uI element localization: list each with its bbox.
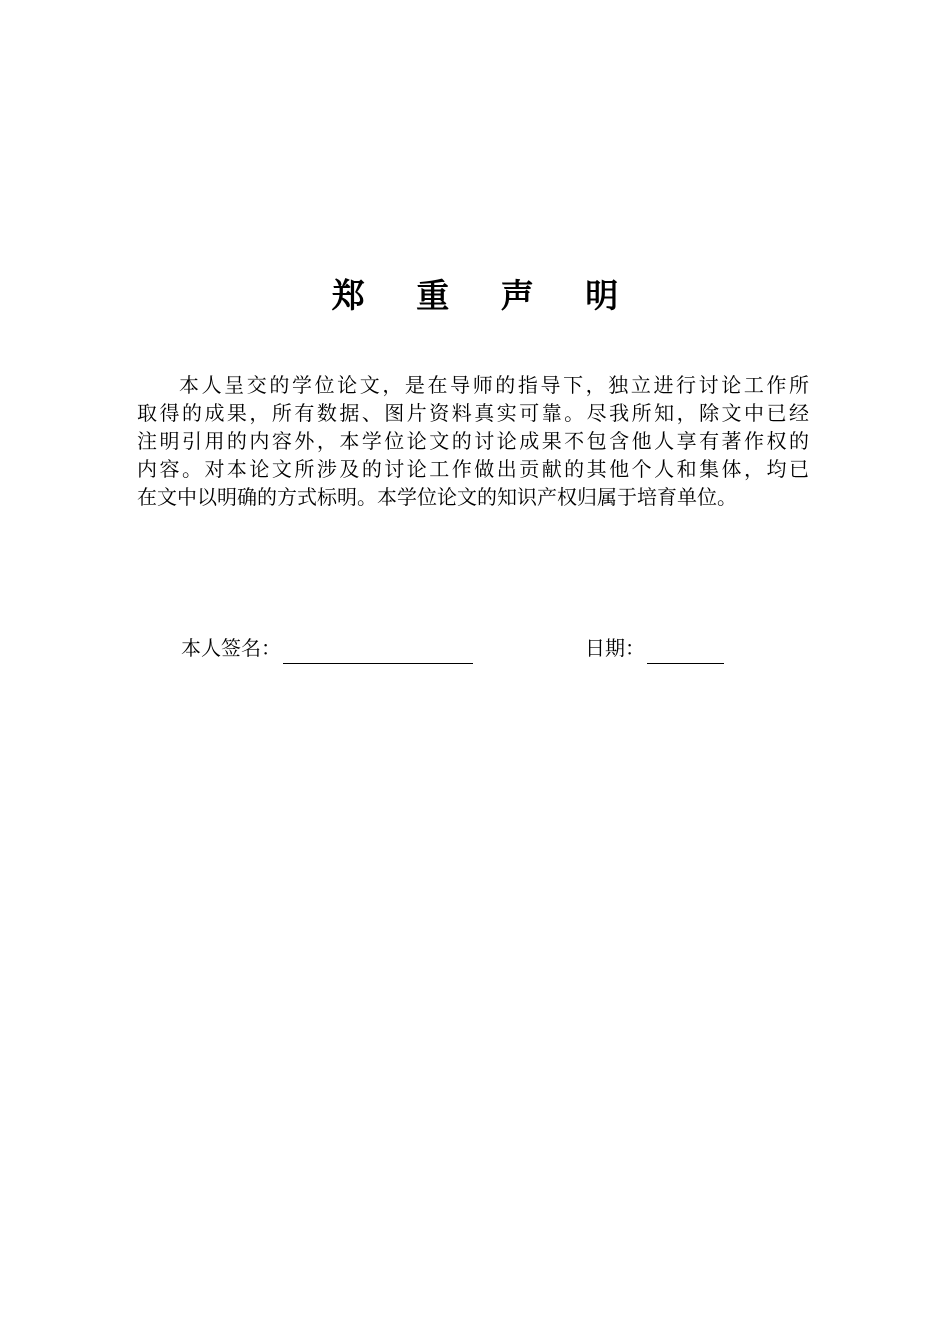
date-row xyxy=(585,632,724,664)
body-line: 取得的成果，所有数据、图片资料真实可靠。尽我所知，除文中已经 xyxy=(137,401,809,425)
body-line: 内容。对本论文所涉及的讨论工作做出贡献的其他个人和集体，均已 xyxy=(137,457,809,481)
signature-label: 本人签名： xyxy=(181,636,281,660)
date-label: 日期： xyxy=(585,636,645,660)
date-field[interactable] xyxy=(647,639,724,664)
body-line: 注明引用的内容外，本学位论文的讨论成果不包含他人享有著作权的 xyxy=(137,429,809,453)
signature-row xyxy=(181,632,473,664)
body-line: 本人呈交的学位论文，是在导师的指导下，独立进行讨论工作所 xyxy=(179,373,809,397)
body-line: 在文中以明确的方式标明。本学位论文的知识产权归属于培育单位。 xyxy=(137,485,737,509)
signature-field[interactable] xyxy=(283,639,473,664)
page-title: 郑 重 声 明 xyxy=(331,276,639,315)
declaration-body xyxy=(137,371,809,511)
